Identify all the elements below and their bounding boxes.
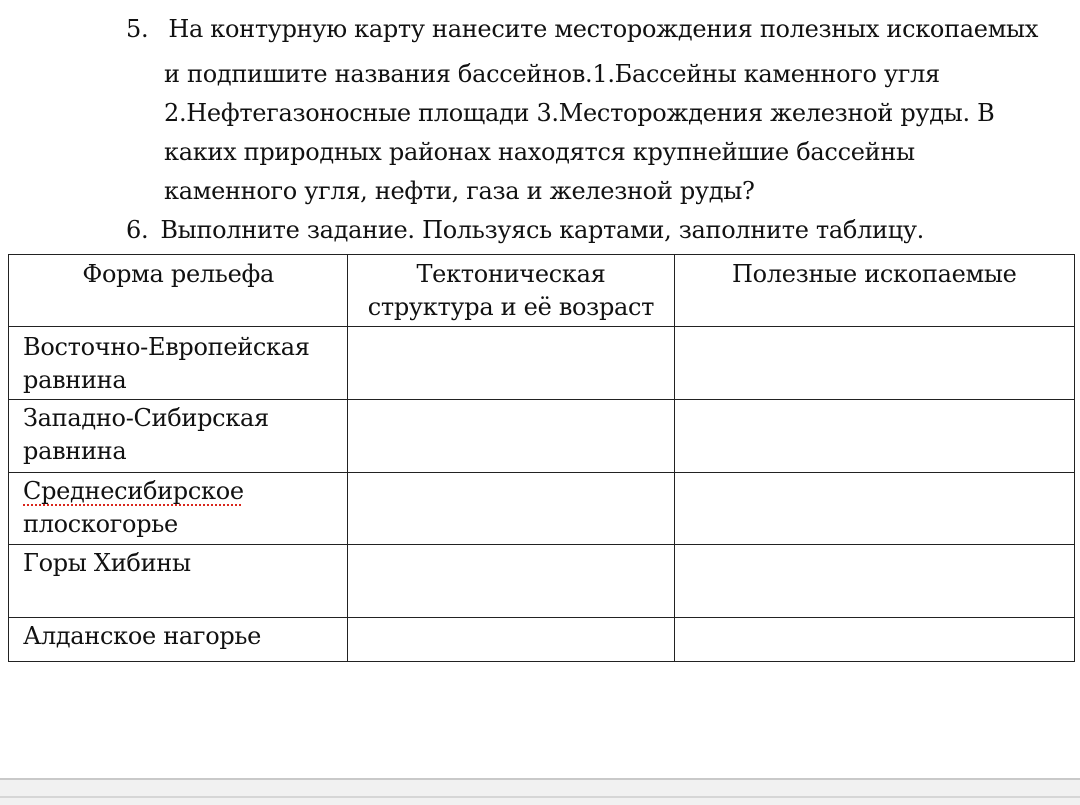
table-row bbox=[9, 327, 1075, 400]
cell-minerals[interactable] bbox=[674, 545, 1074, 618]
cell-minerals[interactable] bbox=[674, 473, 1074, 545]
landforms-table bbox=[8, 254, 1075, 662]
cell-tectonic[interactable] bbox=[348, 473, 674, 545]
cell-minerals[interactable] bbox=[674, 618, 1074, 662]
horizontal-scrollbar[interactable] bbox=[0, 778, 1080, 805]
task5-line-1 bbox=[126, 14, 1038, 44]
task5-text-line-1: На контурную карту нанесите месторождения полезных ископаемых bbox=[168, 15, 1039, 43]
landform-word: плоскогорье bbox=[23, 510, 178, 538]
cell-landform[interactable]: Западно-Сибирская равнина bbox=[9, 400, 348, 473]
table-row bbox=[9, 618, 1075, 662]
cell-landform[interactable]: Алданское нагорье bbox=[9, 618, 348, 662]
header-landform: Форма рельефа bbox=[9, 255, 348, 327]
task5-line-5: каменного угля, нефти, газа и железной руды? bbox=[164, 177, 755, 205]
cell-landform[interactable]: Восточно-Европейская равнина bbox=[9, 327, 348, 400]
table-row bbox=[9, 473, 1075, 545]
cell-landform[interactable]: Горы Хибины bbox=[9, 545, 348, 618]
task6-line bbox=[126, 215, 924, 245]
cell-tectonic[interactable] bbox=[348, 400, 674, 473]
cell-minerals[interactable] bbox=[674, 327, 1074, 400]
cell-tectonic[interactable] bbox=[348, 327, 674, 400]
task5-number: 5. bbox=[126, 15, 149, 43]
cell-landform[interactable] bbox=[9, 473, 348, 545]
header-tectonic: Тектоническая структура и её возраст bbox=[348, 255, 674, 327]
task6-number: 6. bbox=[126, 216, 149, 244]
scrollbar-track[interactable] bbox=[0, 796, 1080, 798]
cell-tectonic[interactable] bbox=[348, 545, 674, 618]
table-header-row bbox=[9, 255, 1075, 327]
table-row bbox=[9, 545, 1075, 618]
task5-line-4: каких природных районах находятся крупнейшие бассейны bbox=[164, 138, 915, 166]
cell-tectonic[interactable] bbox=[348, 618, 674, 662]
table-row bbox=[9, 400, 1075, 473]
spellcheck-word: Среднесибирское bbox=[23, 477, 244, 505]
task5-line-3: 2.Нефтегазоносные площади 3.Месторождения железной руды. В bbox=[164, 99, 995, 127]
header-minerals: Полезные ископаемые bbox=[674, 255, 1074, 327]
cell-minerals[interactable] bbox=[674, 400, 1074, 473]
task5-line-2: и подпишите названия бассейнов.1.Бассейны каменного угля bbox=[164, 60, 940, 88]
task6-text: Выполните задание. Пользуясь картами, заполните таблицу. bbox=[160, 216, 924, 244]
